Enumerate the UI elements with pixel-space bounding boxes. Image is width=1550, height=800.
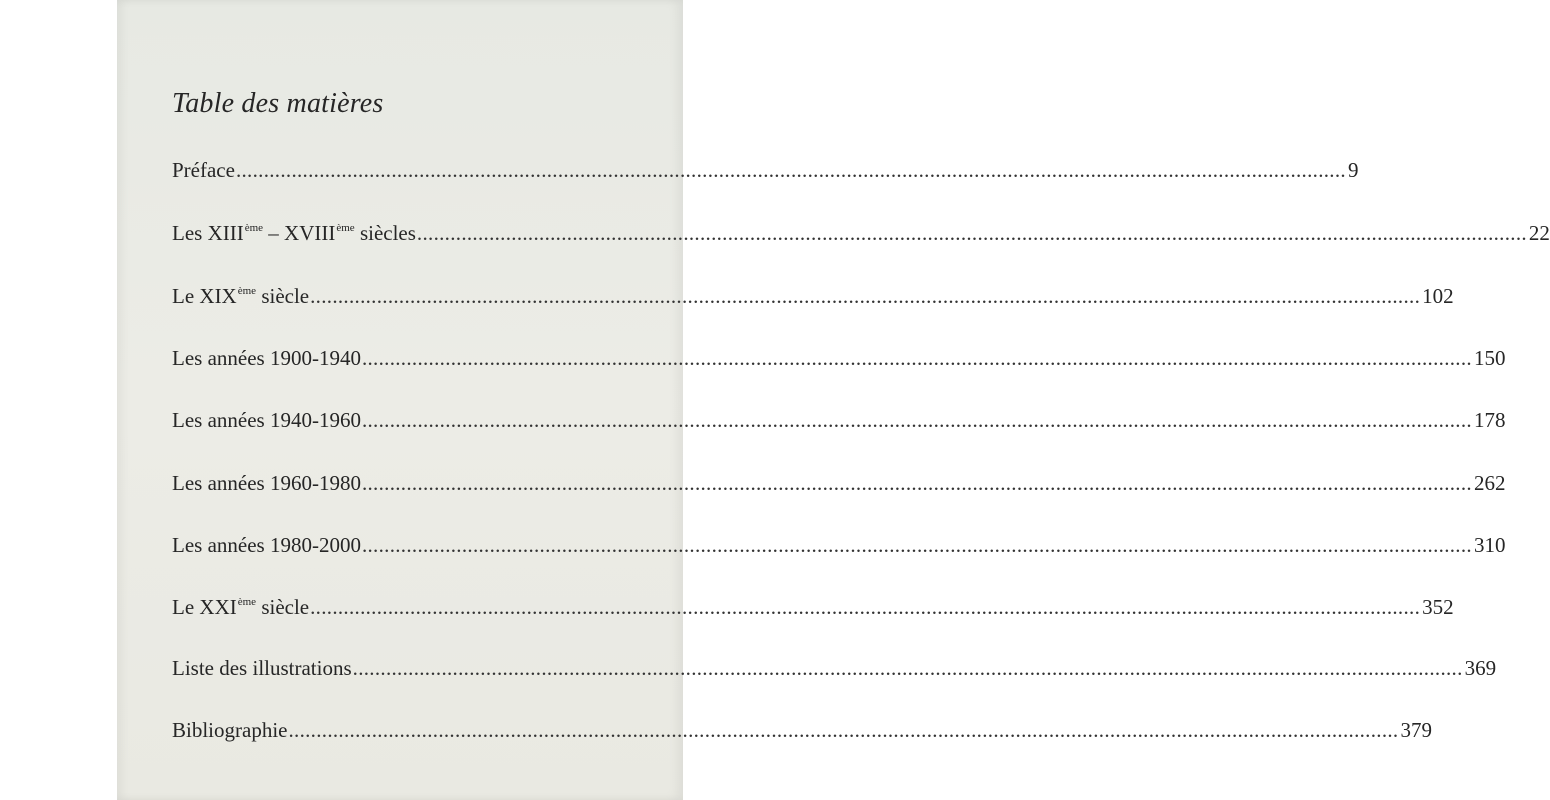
toc-entry-page: 22 [1528, 221, 1550, 245]
toc-entry-page: 102 [1422, 284, 1454, 308]
toc-entry-label: Les années 1900-1940 [172, 346, 361, 370]
toc-entry-preface [172, 158, 1359, 190]
toc-entry-1960-1980 [172, 471, 1506, 503]
toc-title: Table des matières [172, 88, 384, 119]
toc-entry-label: Le XIXème siècle [172, 284, 310, 308]
dot-leader: ........................................................................................................................................................................................................ [361, 533, 1472, 557]
toc-entry-1980-2000 [172, 533, 1506, 565]
toc-entry-label: Le XXIème siècle [172, 595, 310, 619]
toc-entry-xxi [172, 595, 1454, 627]
toc-entry-page: 150 [1473, 346, 1506, 370]
toc-entry-label: Les XIIIème – XVIIIème siècles [172, 221, 416, 245]
toc-entry-label: Bibliographie [172, 718, 288, 742]
dot-leader: ........................................................................................................................................................................................................ [235, 158, 1346, 182]
dot-leader: ........................................................................................................................................................................................................ [310, 595, 1421, 619]
toc-entry-xix [172, 284, 1454, 316]
toc-entry-page: 178 [1473, 408, 1506, 432]
toc-entry-page: 262 [1473, 471, 1506, 495]
toc-entry-1900-1940 [172, 346, 1506, 378]
toc-entry-page: 379 [1400, 718, 1432, 742]
dot-leader: ........................................................................................................................................................................................................ [416, 221, 1527, 245]
toc-entry-label: Les années 1980-2000 [172, 533, 361, 557]
toc-entry-page: 352 [1422, 595, 1454, 619]
dot-leader: ........................................................................................................................................................................................................ [361, 408, 1472, 432]
dot-leader: ........................................................................................................................................................................................................ [288, 718, 1399, 742]
toc-entry-1940-1960 [172, 408, 1506, 440]
toc-entry-bibliographie [172, 718, 1432, 750]
toc-entry-label: Les années 1960-1980 [172, 471, 361, 495]
toc-entry-page: 310 [1473, 533, 1506, 557]
toc-entry-page: 369 [1464, 656, 1497, 680]
toc-entry-page: 9 [1347, 158, 1359, 182]
toc-entry-xiii-xviii [172, 221, 1550, 253]
toc-entry-label: Les années 1940-1960 [172, 408, 361, 432]
dot-leader: ........................................................................................................................................................................................................ [310, 284, 1421, 308]
dot-leader: ........................................................................................................................................................................................................ [361, 471, 1472, 495]
toc-entry-label: Liste des illustrations [172, 656, 352, 680]
dot-leader: ........................................................................................................................................................................................................ [361, 346, 1472, 370]
dot-leader: ........................................................................................................................................................................................................ [352, 656, 1463, 680]
toc-entry-illustrations [172, 656, 1497, 688]
toc-entry-label: Préface [172, 158, 235, 182]
